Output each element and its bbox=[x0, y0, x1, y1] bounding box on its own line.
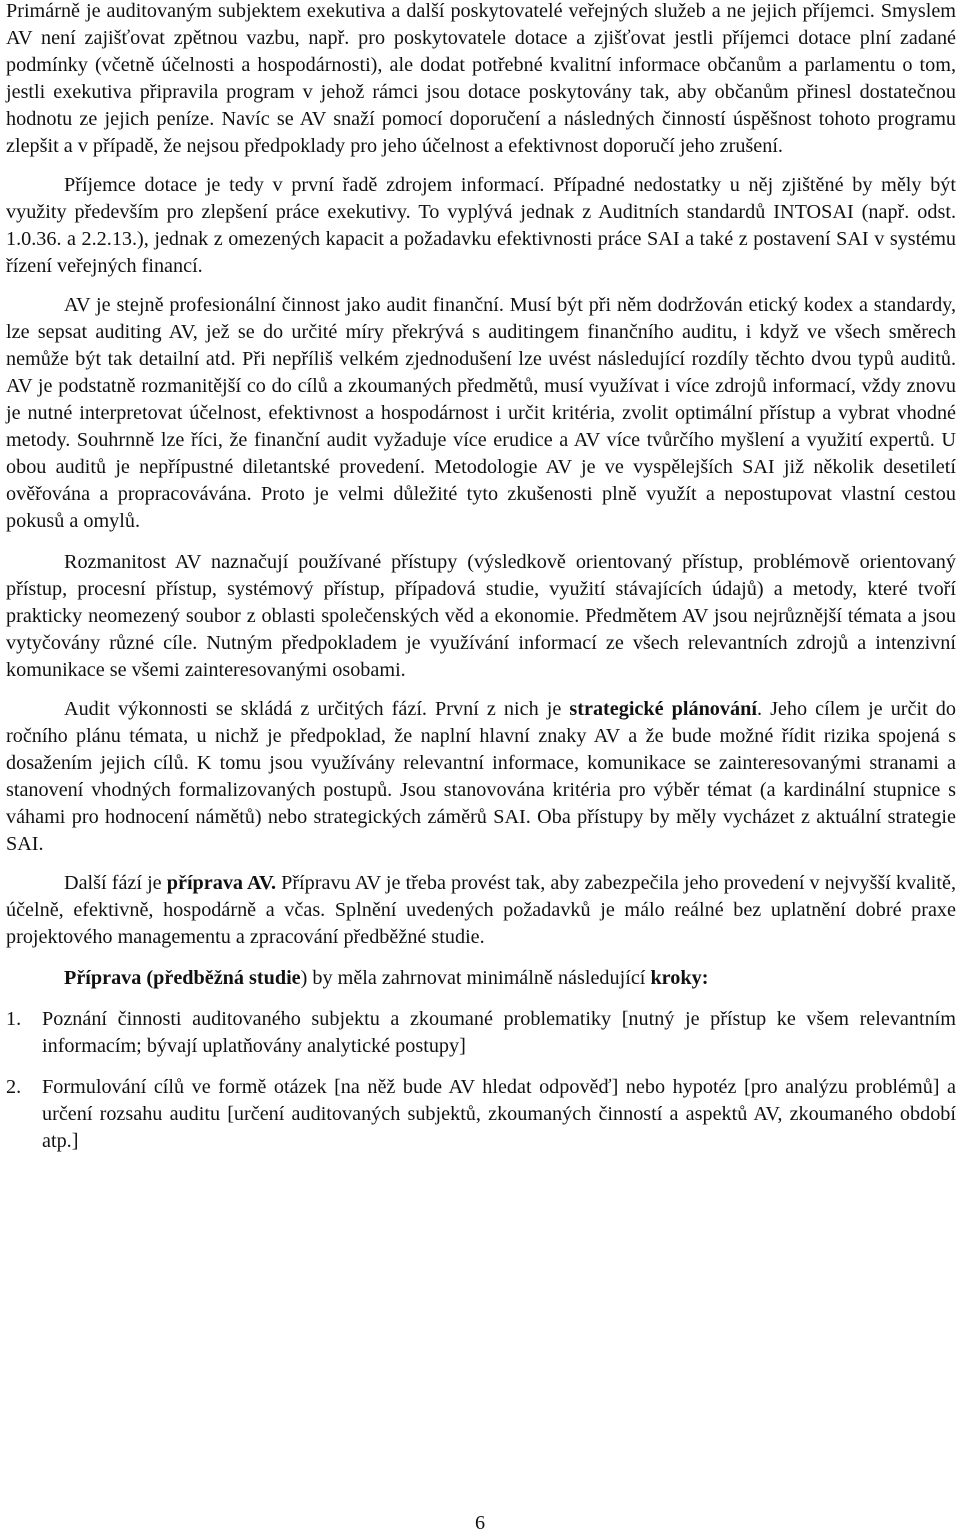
term-av-preparation: příprava AV. bbox=[166, 872, 276, 894]
term-preliminary-study: Příprava (předběžná studie bbox=[64, 967, 301, 989]
list-item bbox=[6, 1006, 956, 1060]
paragraph-7 bbox=[6, 965, 956, 992]
paragraph-5-text-b: . Jeho cílem je určit do ročního plánu témata, u nichž je předpoklad, že naplní hlavní znaky AV a že bude možné řídit rizika spojená s dosažením jejich cílů. K tomu jsou využívány relevantní informace, komunikace se zainteresovanými stranami a stanovení vhodných formalizovaných postupů. Jsou stanovována kritéria pro výběr témat (a kardinální stupnice s váhami pro hodnocení námětů) nebo strategických záměrů SAI. Oba přístupy by měly vycházet z aktuální strategie SAI. bbox=[6, 698, 956, 855]
term-steps: kroky: bbox=[650, 967, 709, 989]
list-item-text: Poznání činnosti auditovaného subjektu a zkoumané problematiky [nutný je přístup ke všem relevantním informacím; bývají uplatňovány analytické postupy] bbox=[42, 1008, 956, 1057]
paragraph-1: Primárně je auditovaným subjektem exekutiva a další poskytovatelé veřejných služeb a ne jejich příjemci. Smyslem AV není zajišťovat zpětnou vazbu, např. pro poskytovatele dotace a zjišťovat jestli příjemci dotace plní zadané podmínky (včetně účelnosti a hospodárnosti), ale dodat potřebné kvalitní informace občanům a parlamentu o tom, jestli exekutiva připravila program v jehož rámci jsou dotace poskytovány tak, aby občanům přinesl dostatečnou hodnotu ze jejich peníze. Navíc se AV snaží pomocí doporučení a následných činností úspěšnost tohoto programu zlepšit a v případě, že nejsou předpoklady pro jeho účelnost a efektivnost doporučí jeho zrušení. bbox=[6, 0, 956, 157]
steps-list bbox=[6, 1006, 956, 1155]
paragraph-6-text-b: Přípravu AV je třeba provést tak, aby zabezpečila jeho provedení v nejvyšší kvalitě, účelně, efektivně, hospodárně a včas. Splnění uvedených požadavků je málo reálné bez uplatnění dobré praxe projektového managementu a zpracování předběžné studie. bbox=[6, 872, 956, 948]
paragraph-5 bbox=[6, 696, 956, 858]
page-number: 6 bbox=[474, 1512, 486, 1534]
paragraph-6-text-a: Další fází je bbox=[64, 872, 167, 894]
paragraph-3: AV je stejně profesionální činnost jako audit finanční. Musí být při něm dodržován etický kodex a standardy, lze sepsat auditing AV, jež se do určité míry překrývá s auditingem finančního auditu, i když ve všech směrech nemůže být tak detailní atd. Při nepříliš velkém zjednodušení lze uvést následující rozdíly těchto dvou typů auditů. AV je podstatně rozmanitější co do cílů a zkoumaných předmětů, musí využívat i více zdrojů informací, vždy znovu je nutné interpretovat účelnost, efektivnost a hospodárnost i určit kritéria, zvolit optimální přístup a vybrat vhodné metody. Souhrnně lze říci, že finanční audit vyžaduje více erudice a AV více tvůrčího myšlení a využití expertů. U obou auditů je nepřípustné diletantské provedení. Metodologie AV je ve vyspělejších SAI již několik desetiletí ověřována a propracovávána. Proto je velmi důležité tyto zkušenosti plně využít a nepostupovat vlastní cestou pokusů a omylů. bbox=[6, 294, 956, 532]
term-strategic-planning: strategické plánování bbox=[569, 698, 757, 720]
document-page bbox=[6, 0, 956, 1155]
list-item-number: 1. bbox=[6, 1008, 22, 1030]
list-item-text: Formulování cílů ve formě otázek [na něž bude AV hledat odpověď] nebo hypotéz [pro analýzu problémů] a určení rozsahu auditu [určení auditovaných subjektů, zkoumaných činností a aspektů AV, zkoumaného období atp.] bbox=[42, 1076, 956, 1152]
paragraph-5-text-a: Audit výkonnosti se skládá z určitých fází. První z nich je bbox=[64, 698, 570, 720]
paragraph-4: Rozmanitost AV naznačují používané přístupy (výsledkově orientovaný přístup, problémově orientovaný přístup, procesní přístup, systémový přístup, případová studie, využití stávajících údajů) a metody, které tvoří prakticky neomezený soubor z oblasti společenských věd a ekonomie. Předmětem AV jsou nejrůznější témata a jsou vytyčovány různé cíle. Nutným předpokladem je využívání informací ze všech relevantních zdrojů a intenzivní komunikace se všemi zainteresovanými osobami. bbox=[6, 551, 956, 681]
paragraph-2: Příjemce dotace je tedy v první řadě zdrojem informací. Případné nedostatky u něj zjištěné by měly být využity především pro zlepšení práce exekutivy. To vyplývá jednak z Auditních standardů INTOSAI (např. odst. 1.0.36. a 2.2.13.), jednak z omezených kapacit a požadavku efektivnosti práce SAI a také z postavení SAI v systému řízení veřejných financí. bbox=[6, 174, 956, 277]
list-item-number: 2. bbox=[6, 1076, 22, 1098]
paragraph-6 bbox=[6, 870, 956, 951]
paragraph-7-text: ) by měla zahrnovat minimálně následující bbox=[300, 967, 651, 989]
list-item bbox=[6, 1074, 956, 1155]
